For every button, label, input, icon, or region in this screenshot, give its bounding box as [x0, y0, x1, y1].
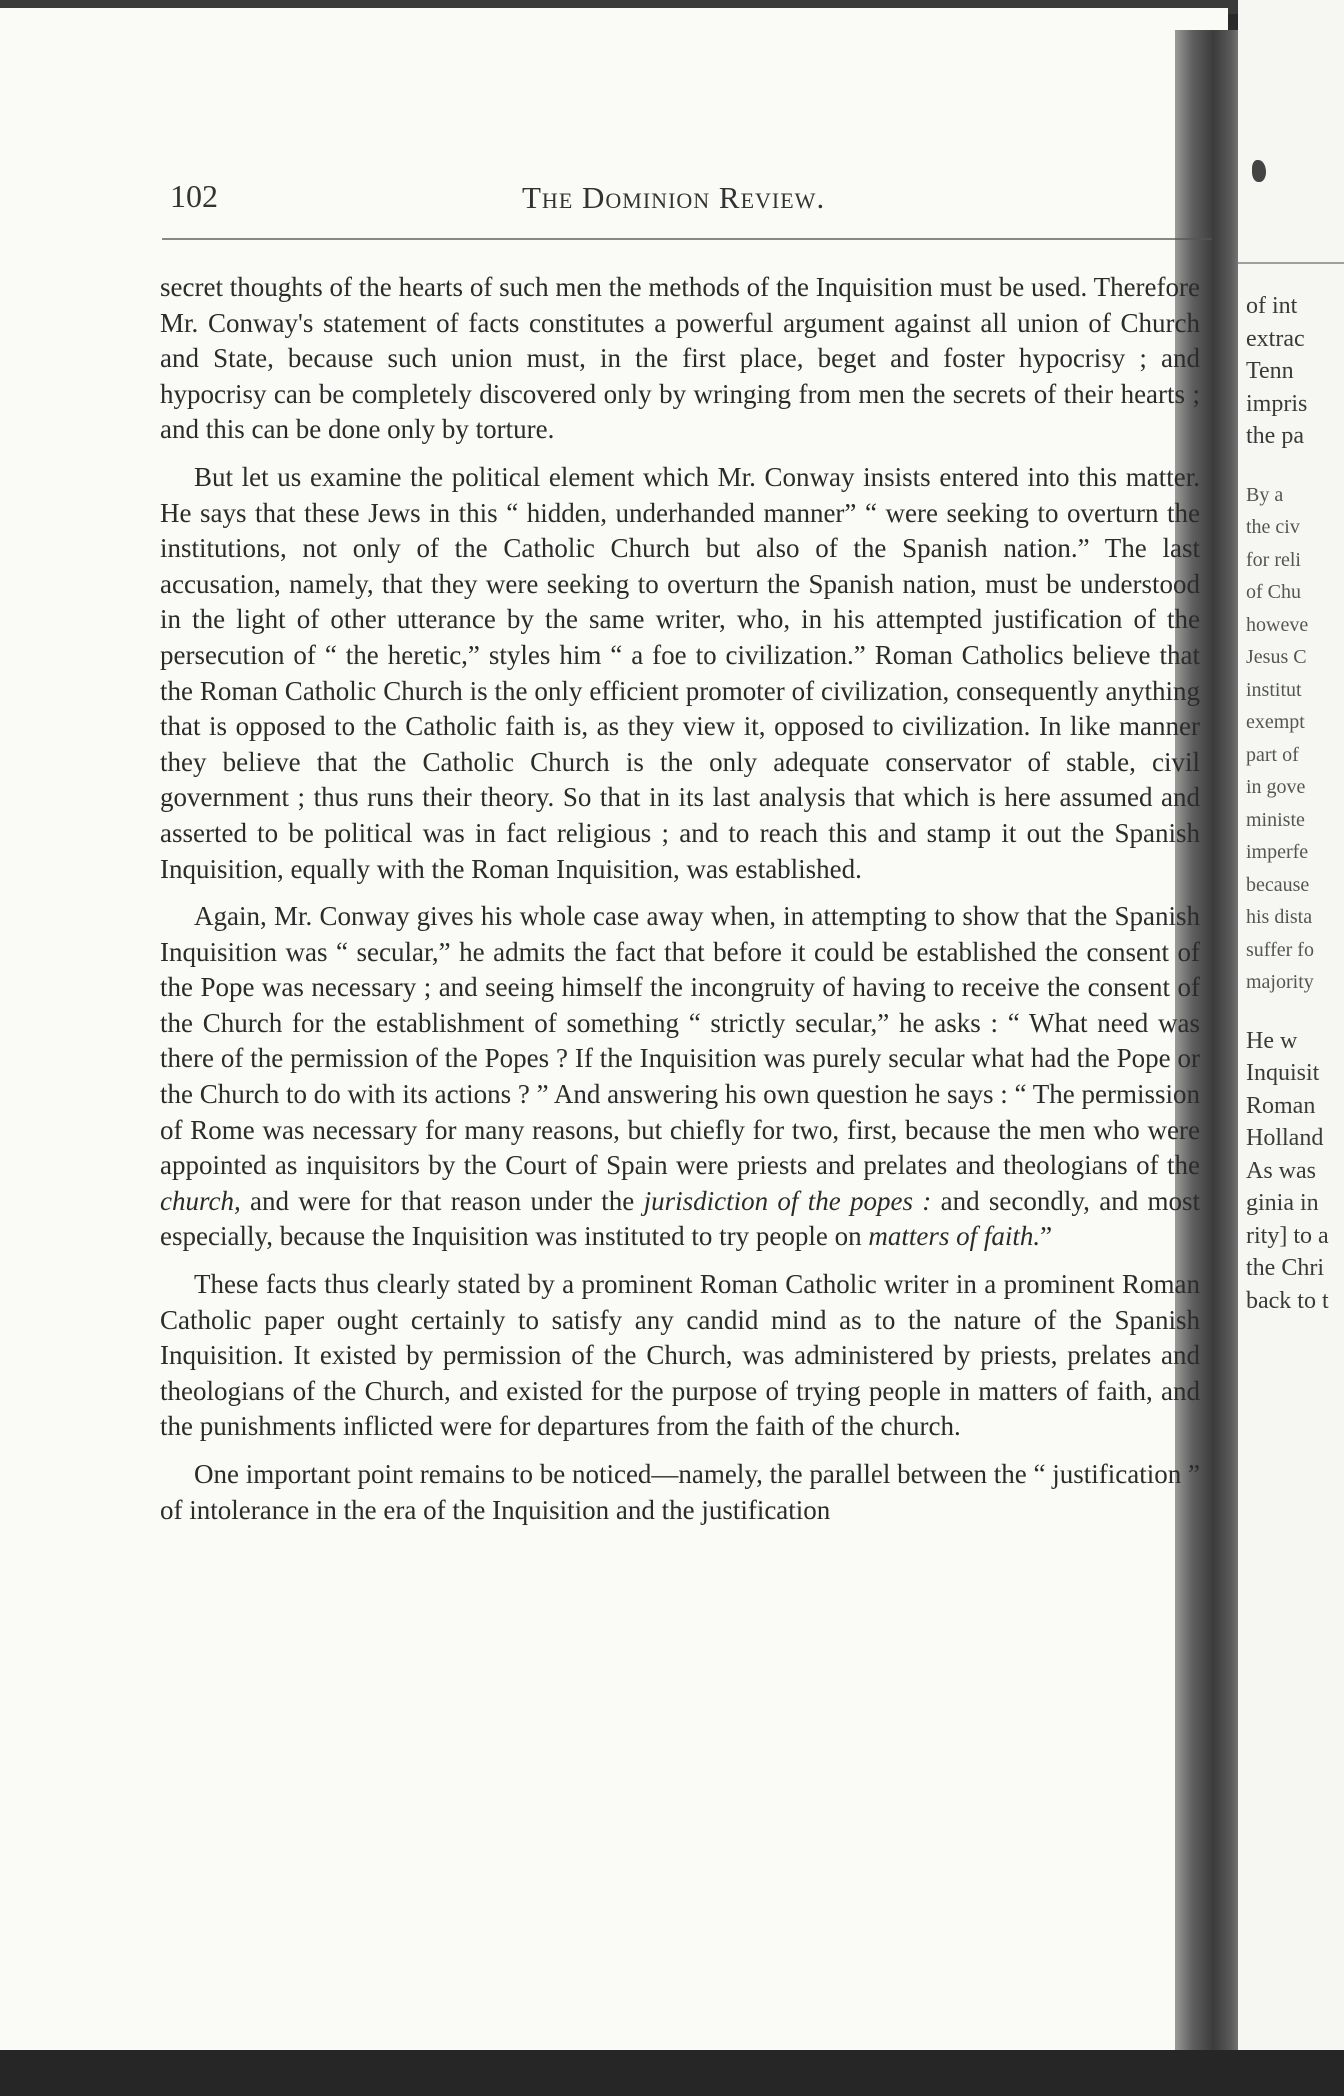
rc-line: ministe [1246, 808, 1305, 831]
rc-line: of Chu [1246, 581, 1301, 603]
rc-line: institut [1246, 678, 1302, 701]
rc-line: the civ [1246, 516, 1300, 538]
rc-line: of int [1246, 293, 1298, 319]
running-title: The Dominion Review. [522, 180, 826, 215]
paragraph: One important point remains to be noticed—namely, the parallel between the “ justification ” of intolerance in the era of the Inquisition and the justification [160, 1459, 1200, 1525]
rc-line: By a [1246, 483, 1284, 506]
page-number: 102 [170, 178, 218, 214]
rc-line: in gove [1246, 776, 1306, 798]
rc-line: majority [1246, 971, 1314, 993]
rc-line: the pa [1246, 423, 1304, 449]
paragraph: These facts thus clearly stated by a prominent Roman Catholic writer in a prominent Roman Catholic paper ought certainly to satisfy any candid mind as to the nature of the Spanish Inquisition. It existed by permission of the Church, was administered by priests, prelates and theologians of the Church, and existed for the purpose of trying people in matters of faith, and the punishments inflicted were for departures from the faith of the church. [160, 1269, 1200, 1442]
italic-text: jurisdiction of the popes : [643, 1185, 932, 1216]
paragraph-text: ” [1040, 1221, 1053, 1252]
paragraph-text: Again, Mr. Conway gives his whole case away when, in attempting to show that the Spanish Inquisition was “ secular,” he admits the fact that before it could be established the consent of the Pope was necessary ; and seeing himself the incongruity of having to receive the consent of the Church for the establishment of something “ strictly secular,” he asks : “ What need was there of the permission of the Popes ? If the Inquisition was purely secular what had the Pope or the Church to do with its actions ? ” And answering his own question he says : “ The permission of Rome was necessary for many reasons, but chiefly for two, first, because the men who were appointed as inquisitors by the Court of Spain were priests and prelates and theologians of the [160, 901, 1200, 1181]
header-rule [162, 238, 1212, 240]
rc-line: extrac [1246, 325, 1305, 352]
rc-line: imperfe [1246, 841, 1309, 863]
rc-line: Roman [1246, 1092, 1316, 1119]
page-header [162, 170, 1212, 230]
rc-line: ginia in [1246, 1190, 1319, 1216]
rc-line: for reli [1246, 548, 1301, 571]
right-page-text [1246, 290, 1344, 1317]
rc-line: As was [1246, 1157, 1316, 1184]
rc-line: Inquisit [1246, 1060, 1320, 1086]
body-text [160, 270, 1200, 1540]
italic-text: church, [160, 1185, 241, 1216]
italic-text: matters of faith. [868, 1221, 1041, 1252]
paragraph: But let us examine the political element which Mr. Conway insists entered into this matter. He says that these Jews in this “ hidden, underhanded manner” “ were seeking to overturn the institutions, not only of the Catholic Church but also of the Spanish nation.” The last accusation, namely, that they were seeking to overturn the Spanish nation, must be understood in the light of other utterance by the same writer, who, in his attempted justification of the persecution of “ the heretic,” styles him “ a foe to civilization.” Roman Catholics believe that the Roman Catholic Church is the only efficient promoter of civilization, consequently anything that is opposed to the Catholic faith is, as they view it, opposed to civilization. In like manner they believe that the Catholic Church is the only adequate conservator of stable, civil government ; thus runs their theory. So that in its last analysis that which is here assumed and asserted to be political was in fact religious ; and to reach this and stamp it out the Spanish Inquisition, equally with the Roman Inquisition, was established. [160, 461, 1200, 884]
rc-line: He w [1246, 1027, 1298, 1054]
rc-line: the Chri [1246, 1255, 1324, 1281]
paragraph [160, 899, 1200, 1255]
scan-blemish [1252, 160, 1266, 182]
scan-bottom-edge [0, 2050, 1344, 2096]
paragraph-text: and secondly, and most especially, because the Inquisition was instituted to try people on [160, 1185, 1201, 1252]
paragraph-text: and were for that reason under the [240, 1185, 644, 1216]
rc-line: part of [1246, 743, 1299, 766]
rc-line: his dista [1246, 906, 1313, 928]
right-page-fragment [1238, 0, 1344, 2096]
rc-line: Tenn [1246, 358, 1294, 384]
rc-line: rity] to a [1246, 1222, 1329, 1249]
rc-line: exempt [1246, 711, 1305, 733]
rc-line: because [1246, 873, 1310, 896]
rc-line: impris [1246, 390, 1308, 417]
right-page-rule [1238, 262, 1344, 264]
rc-line: back to t [1246, 1287, 1329, 1314]
rc-line: howeve [1246, 613, 1309, 636]
rc-line: Jesus C [1246, 646, 1307, 668]
rc-line: Holland [1246, 1125, 1324, 1151]
rc-line: suffer fo [1246, 938, 1314, 961]
paragraph: secret thoughts of the hearts of such men the methods of the Inquisition must be used. Therefore Mr. Conway's statement of facts constitutes a powerful argument against all union of Church and State, because such union must, in the first place, beget and foster hypocrisy ; and hypocrisy can be completely discovered only by wringing from men the secrets of their hearts ; and this can be done only by torture. [160, 272, 1200, 445]
